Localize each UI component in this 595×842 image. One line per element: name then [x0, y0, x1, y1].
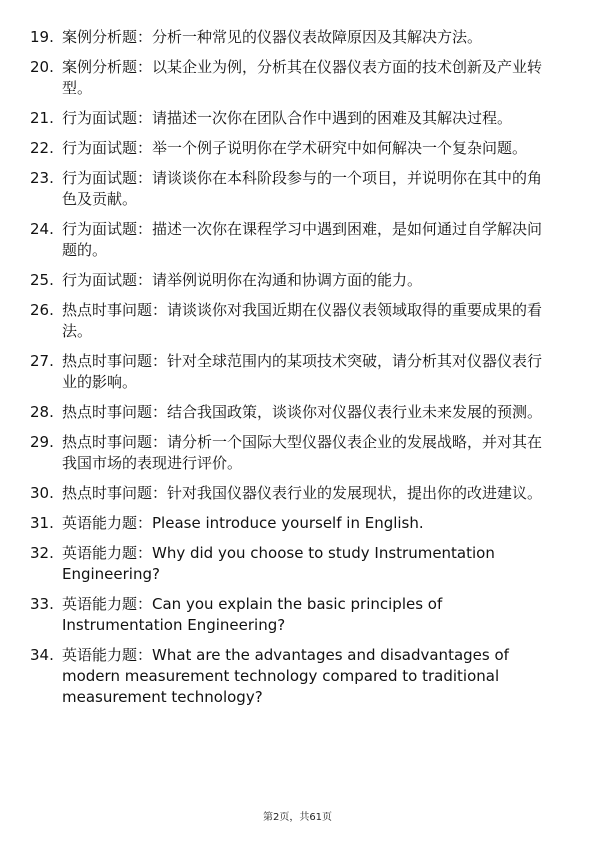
question-list: [30, 27, 565, 717]
list-item: [30, 270, 565, 291]
item-number: 34.: [30, 646, 54, 664]
item-text: 行为面试题：请谈谈你在本科阶段参与的一个项目，并说明你在其中的角色及贡献。: [62, 169, 543, 208]
item-number: 24.: [30, 220, 54, 238]
list-item: [30, 351, 565, 393]
item-text: 行为面试题：描述一次你在课程学习中遇到困难，是如何通过自学解决问题的。: [62, 220, 543, 259]
item-text: 英语能力题：Can you explain the basic principles of Instrumentation Engineering?: [62, 595, 443, 634]
item-number: 23.: [30, 169, 54, 187]
item-text: 英语能力题：Please introduce yourself in English.: [62, 514, 424, 532]
list-item: [30, 138, 565, 159]
list-item: [30, 645, 565, 708]
item-text: 热点时事问题：请分析一个国际大型仪器仪表企业的发展战略，并对其在我国市场的表现进行评价。: [62, 433, 543, 472]
item-number: 21.: [30, 109, 54, 127]
list-item: [30, 219, 565, 261]
list-item: [30, 594, 565, 636]
item-text: 热点时事问题：请谈谈你对我国近期在仪器仪表领域取得的重要成果的看法。: [62, 301, 543, 340]
item-number: 33.: [30, 595, 54, 613]
list-item: [30, 168, 565, 210]
list-item: [30, 27, 565, 48]
item-number: 19.: [30, 28, 54, 46]
item-text: 热点时事问题：针对我国仪器仪表行业的发展现状，提出你的改进建议。: [62, 484, 543, 502]
item-number: 28.: [30, 403, 54, 421]
item-text: 行为面试题：请描述一次你在团队合作中遇到的困难及其解决过程。: [62, 109, 513, 127]
list-item: [30, 108, 565, 129]
item-number: 22.: [30, 139, 54, 157]
list-item: [30, 402, 565, 423]
list-item: [30, 432, 565, 474]
list-item: [30, 513, 565, 534]
item-number: 32.: [30, 544, 54, 562]
list-item: [30, 483, 565, 504]
page-footer: 第2页，共61页: [262, 812, 333, 823]
item-text: 英语能力题：What are the advantages and disadvantages of modern measurement technology compared to traditional measurement technology?: [62, 646, 509, 706]
list-item: [30, 57, 565, 99]
item-number: 20.: [30, 58, 54, 76]
list-item: [30, 300, 565, 342]
item-number: 27.: [30, 352, 54, 370]
item-number: 25.: [30, 271, 54, 289]
item-number: 29.: [30, 433, 54, 451]
item-text: 英语能力题：Why did you choose to study Instrumentation Engineering?: [62, 544, 495, 583]
item-text: 热点时事问题：结合我国政策，谈谈你对仪器仪表行业未来发展的预测。: [62, 403, 543, 421]
item-number: 30.: [30, 484, 54, 502]
item-text: 案例分析题：分析一种常见的仪器仪表故障原因及其解决方法。: [62, 28, 483, 46]
list-item: [30, 543, 565, 585]
item-text: 行为面试题：举一个例子说明你在学术研究中如何解决一个复杂问题。: [62, 139, 528, 157]
item-number: 26.: [30, 301, 54, 319]
item-number: 31.: [30, 514, 54, 532]
item-text: 案例分析题：以某企业为例，分析其在仪器仪表方面的技术创新及产业转型。: [62, 58, 543, 97]
item-text: 行为面试题：请举例说明你在沟通和协调方面的能力。: [62, 271, 423, 289]
item-text: 热点时事问题：针对全球范围内的某项技术突破，请分析其对仪器仪表行业的影响。: [62, 352, 543, 391]
